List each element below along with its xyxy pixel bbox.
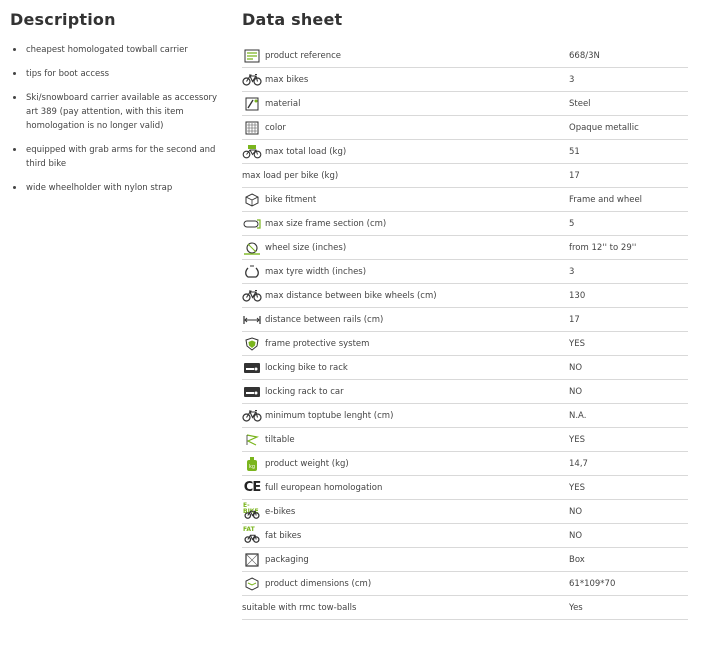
datasheet-value: NO — [569, 507, 583, 517]
datasheet-label: max total load (kg) — [265, 147, 347, 157]
datasheet-row — [242, 332, 688, 356]
badge-text: E-BIKE — [243, 502, 259, 515]
datasheet-row — [242, 548, 688, 572]
datasheet-row — [242, 236, 688, 260]
bike-load-icon — [242, 144, 262, 159]
rails-distance-icon — [242, 312, 262, 327]
datasheet-value: 14,7 — [569, 459, 588, 469]
description-item: tips for boot access — [10, 67, 225, 81]
datasheet-value: N.A. — [569, 411, 587, 421]
datasheet-value: NO — [569, 363, 583, 373]
datasheet-value: Opaque metallic — [569, 123, 639, 133]
datasheet-value: 17 — [569, 315, 580, 325]
datasheet-value: Box — [569, 555, 585, 565]
datasheet-row — [242, 500, 688, 524]
bike-icon — [244, 509, 260, 519]
description-list — [10, 43, 225, 195]
datasheet-label: packaging — [265, 555, 309, 565]
product-reference-icon — [242, 48, 262, 63]
description-item: cheapest homologated towball carrier — [10, 43, 225, 57]
datasheet-label: locking rack to car — [265, 387, 344, 397]
datasheet-label: e-bikes — [265, 507, 296, 517]
datasheet-row — [242, 428, 688, 452]
bike-wheels-distance-icon — [242, 288, 262, 303]
datasheet-row — [242, 596, 688, 620]
datasheet-value: Frame and wheel — [569, 195, 643, 205]
datasheet-label: max tyre width (inches) — [265, 267, 367, 277]
datasheet-label: product dimensions (cm) — [265, 579, 372, 589]
datasheet-label: product reference — [265, 51, 341, 61]
bike-icon — [244, 533, 260, 543]
bike-icon — [242, 72, 262, 87]
datasheet-value: NO — [569, 387, 583, 397]
lock-icon — [242, 384, 262, 399]
datasheet-value: 130 — [569, 291, 586, 301]
datasheet-row — [242, 476, 688, 500]
datasheet-row — [242, 452, 688, 476]
svg-text:kg: kg — [248, 463, 256, 470]
ce-mark-icon — [242, 480, 262, 495]
datasheet-label: minimum toptube lenght (cm) — [265, 411, 394, 421]
datasheet-label: color — [265, 123, 286, 133]
datasheet-label: wheel size (inches) — [265, 243, 347, 253]
datasheet-row — [242, 140, 688, 164]
datasheet-row — [242, 380, 688, 404]
datasheet-label: tiltable — [265, 435, 295, 445]
ce-mark-text: CE — [243, 479, 261, 495]
weight-icon — [242, 456, 262, 471]
wheel-size-icon — [242, 240, 262, 255]
bike-fitment-icon — [242, 192, 262, 207]
e-bike-icon — [242, 504, 262, 519]
datasheet-value: Yes — [569, 603, 583, 613]
datasheet-label: full european homologation — [265, 483, 383, 493]
datasheet-value: Steel — [569, 99, 591, 109]
datasheet-row — [242, 92, 688, 116]
description-item: wide wheelholder with nylon strap — [10, 181, 225, 195]
datasheet-label: distance between rails (cm) — [265, 315, 384, 325]
datasheet-value: 3 — [569, 267, 575, 277]
frame-section-icon — [242, 216, 262, 231]
datasheet-heading: Data sheet — [242, 10, 343, 29]
datasheet-section — [242, 10, 688, 620]
tyre-width-icon — [242, 264, 262, 279]
datasheet-label: fat bikes — [265, 531, 302, 541]
datasheet-label: max bikes — [265, 75, 309, 85]
description-item: Ski/snowboard carrier available as accessory art 389 (pay attention, with this item homologation is no longer valid) — [10, 91, 225, 133]
datasheet-row — [242, 116, 688, 140]
datasheet-value: 17 — [569, 171, 580, 181]
datasheet-value: YES — [569, 339, 585, 349]
datasheet-value: YES — [569, 435, 585, 445]
datasheet-value: YES — [569, 483, 585, 493]
datasheet-label: material — [265, 99, 301, 109]
datasheet-label: locking bike to rack — [265, 363, 348, 373]
tilt-icon — [242, 432, 262, 447]
datasheet-value: 5 — [569, 219, 575, 229]
datasheet-row — [242, 524, 688, 548]
datasheet-row — [242, 164, 688, 188]
datasheet-label: suitable with rmc tow-balls — [242, 603, 357, 613]
datasheet-row — [242, 308, 688, 332]
datasheet-row — [242, 260, 688, 284]
datasheet-row — [242, 68, 688, 92]
shield-icon — [242, 336, 262, 351]
datasheet-row — [242, 356, 688, 380]
datasheet-label: frame protective system — [265, 339, 370, 349]
dimensions-icon — [242, 576, 262, 591]
datasheet-value: NO — [569, 531, 583, 541]
datasheet-value: 3 — [569, 75, 575, 85]
datasheet-value: from 12'' to 29'' — [569, 243, 637, 253]
lock-icon — [242, 360, 262, 375]
packaging-icon — [242, 552, 262, 567]
material-icon — [242, 96, 262, 111]
datasheet-row — [242, 404, 688, 428]
datasheet-label: product weight (kg) — [265, 459, 349, 469]
datasheet-value: 668/3N — [569, 51, 600, 61]
fat-bike-icon — [242, 528, 262, 543]
datasheet-row — [242, 212, 688, 236]
datasheet-table — [242, 44, 688, 620]
datasheet-row — [242, 44, 688, 68]
datasheet-label: bike fitment — [265, 195, 317, 205]
datasheet-row — [242, 188, 688, 212]
description-item: equipped with grab arms for the second and third bike — [10, 143, 225, 171]
description-heading: Description — [10, 10, 116, 29]
color-swatch-icon — [242, 120, 262, 135]
datasheet-value: 51 — [569, 147, 580, 157]
datasheet-row — [242, 284, 688, 308]
datasheet-label: max load per bike (kg) — [242, 171, 339, 181]
description-section — [10, 10, 225, 205]
datasheet-row — [242, 572, 688, 596]
datasheet-value: 61*109*70 — [569, 579, 616, 589]
bike-icon — [242, 408, 262, 423]
badge-text: FAT — [243, 526, 255, 533]
datasheet-label: max size frame section (cm) — [265, 219, 387, 229]
datasheet-label: max distance between bike wheels (cm) — [265, 291, 437, 301]
